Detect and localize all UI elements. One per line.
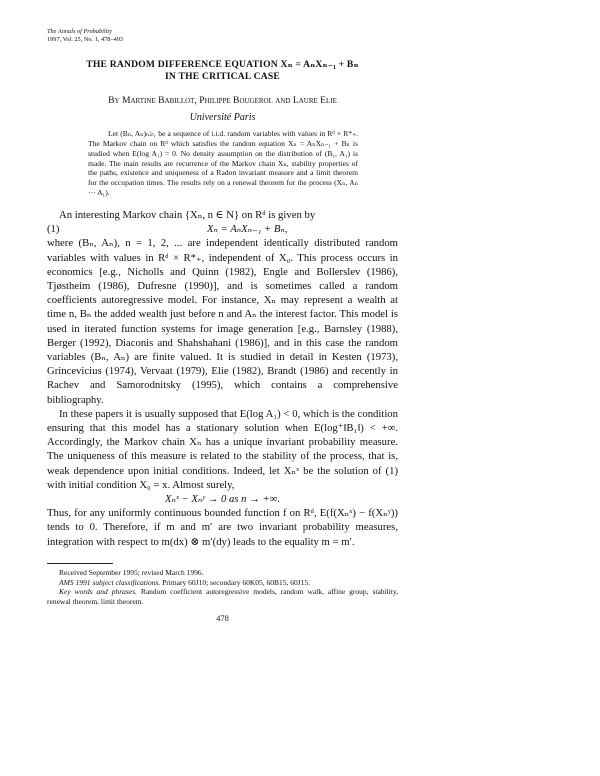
page-column bbox=[47, 0, 398, 644]
footnotes bbox=[47, 568, 398, 607]
page-number: 478 bbox=[216, 612, 229, 623]
title-line-2: IN THE CRITICAL CASE bbox=[165, 71, 280, 82]
paragraph-1: An interesting Markov chain {Xₙ, n ∈ N} on Rᵈ is given by bbox=[59, 208, 316, 221]
equation-formula: Xₙ = AₙXₙ₋₁ + Bₙ, bbox=[207, 223, 288, 236]
authors: By Martine Babillot, Philippe Bougerol and Laure Elie bbox=[108, 95, 337, 106]
volume-info: 1997, Vol. 25, No. 1, 478–493 bbox=[47, 36, 124, 43]
received-note: Received September 1995; revised March 1996. bbox=[59, 567, 204, 577]
paragraph-4: Thus, for any uniformly continuous bounded function f on Rᵈ, E(f(Xₙˣ) − f(Xₙʸ)) tends to 0. Therefore, if m and m′ are two invariant probability measures, integration with respect to m(dx) ⊗ m′(dy) leads to the equality m = m′. bbox=[47, 507, 398, 548]
journal-name: The Annals of Probability bbox=[47, 28, 112, 35]
equation-1 bbox=[47, 222, 398, 236]
footnote-rule bbox=[47, 563, 113, 564]
body-text bbox=[47, 208, 398, 549]
equation-number: (1) bbox=[47, 223, 60, 236]
keywords-note bbox=[47, 587, 398, 607]
title-line-1: THE RANDOM DIFFERENCE EQUATION Xₙ = AₙXₙ₋₁ + Bₙ bbox=[86, 59, 359, 70]
keywords-label: Key words and phrases. bbox=[59, 587, 137, 597]
journal-header bbox=[47, 28, 398, 44]
paper-title bbox=[47, 59, 398, 83]
ams-note bbox=[47, 578, 398, 588]
keywords-text: Random coefficient autoregressive models, random walk, affine group, stability, renewal theorem, limit theorem. bbox=[47, 587, 399, 607]
affiliation: Université Paris bbox=[189, 112, 256, 123]
abstract: Let (Bₙ, Aₙ)ₙ≥₁ be a sequence of i.i.d. random variables with values in Rᵈ × R*₊. The Markov chain on Rᵈ which satisfies the random equation Xₙ = AₙXₙ₋₁ + Bₙ is studied when E(log A₁) = 0. No density assumption on the distribution of (B₁, A₁) is made. The main results are recurrence of the Markov chain Xₙ, stability properties of the paths, existence and uniqueness of a Radon invariant measure and a limit theorem for the occupation times. The results rely on a renewal theorem for the process (Xₙ, Aₙ ··· A₁). bbox=[88, 129, 358, 198]
paragraph-3: In these papers it is usually supposed that E(log A₁) < 0, which is the condition ensuring that this model has a stationary solution when E(log⁺‖B₁‖) < +∞. Accordingly, the Markov chain Xₙ has a unique invariant probability measure. The uniqueness of this measure is related to the stability of the process, that is, weak dependence upon initial conditions. Indeed, let Xₙˣ be the solution of (1) with initial condition X₀ = x. Almost surely, bbox=[47, 407, 398, 491]
ams-text: Primary 60J10; secondary 60K05, 60B15, 60J15. bbox=[160, 577, 311, 587]
paragraph-2: where (Bₙ, Aₙ), n = 1, 2, ... are independent identically distributed random variables with values in Rᵈ × R*₊, independent of X₀. This process occurs in economics [e.g., Nicholls and Quinn (1982), Engle and Bollerslev (1986), Tjøstheim (1986), Dufresne (1990)], and is sometimes called a random coefficients autoregressive model. For instance, Xₙ may represent a wealth at time n, Bₙ the added wealth just before n and Aₙ the interest factor. This model is used in iterated function systems for image generation [e.g., Barnsley (1988), Berger (1992), Diaconis and Shahshahani (1986)], and in this case the random variables (Bₙ, Aₙ) are finite valued. It is studied in detail in Kesten (1973), Grincevicius (1974), Vervaat (1979), Elie (1982), Brandt (1986) and recently in Rachev and Samorodnitsky (1995), which contains a comprehensive bibliography. bbox=[47, 237, 398, 406]
equation-2: Xₙˣ − Xₙʸ → 0 as n → +∞. bbox=[164, 492, 281, 505]
ams-label: AMS 1991 subject classifications. bbox=[59, 577, 161, 587]
